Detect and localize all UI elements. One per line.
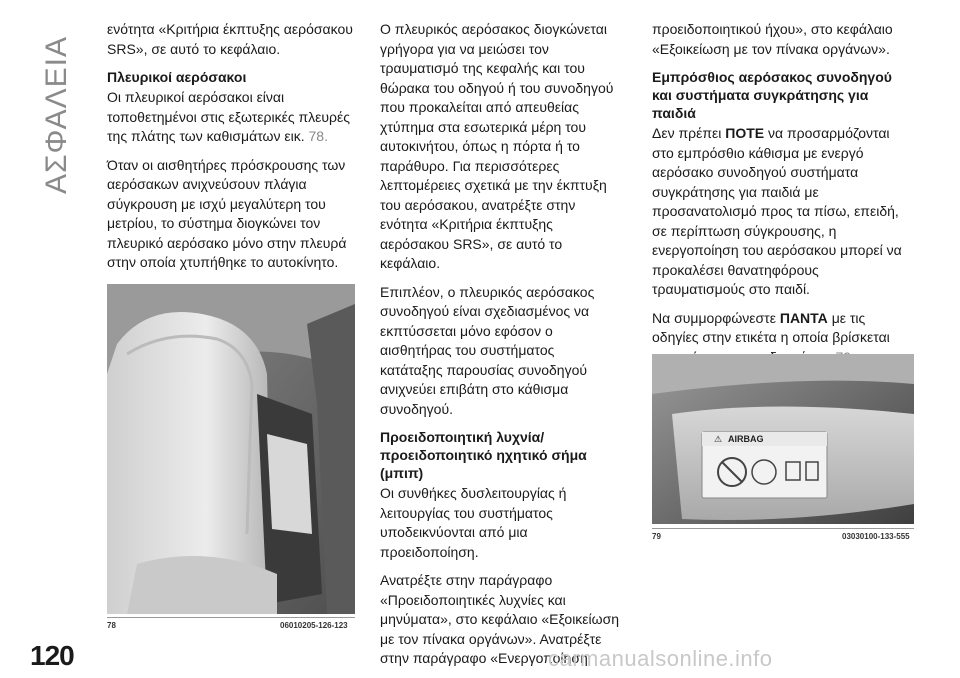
airbag-label: AIRBAG — [728, 434, 764, 444]
figure-reference[interactable]: 78. — [308, 128, 328, 144]
paragraph: Δεν πρέπει ΠΟΤΕ να προσαρμόζονται στο εμπρόσθιο κάθισμα με ενεργό αερόσακο συνοδηγού συστήματα συγκράτησης για παιδιά με προσανατολισμό προς τα πίσω, επειδή, σε περίπτωση σύγκρουσης, η ενεργοποίηση του αερόσακου μπορεί να προκαλέσει θανατηφόρους τραυματισμούς στο παιδί. — [652, 125, 902, 297]
paragraph: Όταν οι αισθητήρες πρόσκρουσης των αερόσακων ανιχνεύσουν πλάγια σύγκρουση με ισχύ μεγαλύτερη του μετρίου, το σύστημα διογκώνει τον πλευρικό αερόσακο μόνο στην πλευρά στην οποία χτυπήθηκε το αυτοκίνητο. — [107, 156, 347, 270]
visor-illustration — [652, 354, 914, 524]
figure-79-visor-label — [652, 354, 914, 524]
paragraph: Ο πλευρικός αερόσακος διογκώνεται γρήγορα για να μειώσει τον τραυματισμό της κεφαλής και του θώρακα του οδηγού ή του συνοδηγού που προκαλείται από απευθείας χτύπημα στα εσωτερικά μέρη του αυτοκινήτου, όπως η πόρτα ή το παράθυρο. Για περισσότερες λεπτομέρειες σχετικά με την έκπτυξη του αερόσακου, ανατρέξτε στην ενότητα «Κριτήρια έκπτυξης αερόσακου SRS», σε αυτό το κεφάλαιο. — [380, 21, 614, 271]
watermark: carmanualsonline.info — [548, 646, 773, 671]
figure-code: 06010205-126-123 — [280, 621, 348, 630]
paragraph: Οι πλευρικοί αερόσακοι είναι τοποθετημένοι στις εξωτερικές πλευρές της πλάτης των καθισμάτων εικ. 78. — [107, 89, 350, 144]
figure-number: 78 — [107, 621, 116, 630]
paragraph: ενότητα «Κριτήρια έκπτυξης αερόσακου SRS», σε αυτό το κεφάλαιο. — [107, 21, 353, 57]
figure-78-seat — [107, 284, 355, 614]
heading-warning-light: Προειδοποιητική λυχνία/ προειδοποιητικό ηχητικό σήμα (μπιπ) — [380, 429, 587, 481]
figure-number: 79 — [652, 532, 661, 541]
column-1 — [107, 20, 355, 282]
section-title: ΑΣΦΑΛΕΙΑ — [40, 35, 73, 195]
page-number: 120 — [30, 640, 74, 671]
column-2 — [380, 20, 620, 678]
paragraph: Ανατρέξτε στην παράγραφο «Προειδοποιητικές λυχνίες και μηνύματα», στο κεφάλαιο «Εξοικείωση με τον πίνακα οργάνων». Ανατρέξτε στην παράγραφο «Ενεργοποίηση — [380, 572, 620, 666]
figure-code: 03030100-133-555 — [842, 532, 910, 541]
heading-side-airbags: Πλευρικοί αερόσακοι — [107, 69, 247, 85]
paragraph: προειδοποιητικού ήχου», στο κεφάλαιο «Εξοικείωση με τον πίνακα οργάνων». — [652, 21, 893, 57]
paragraph: Επιπλέον, ο πλευρικός αερόσακος συνοδηγού είναι σχεδιασμένος να εκπτύσσεται μόνο εφόσον ο αισθητήρας του συστήματος κατάταξης παρουσίας συνοδηγού ανιχνεύει επιβάτη στο κάθισμα συνοδηγού. — [380, 283, 595, 417]
paragraph: Οι συνθήκες δυσλειτουργίας ή λειτουργίας του συστήματος υποδεικνύονται από μια προειδοποίηση. — [380, 485, 567, 560]
caption-rule — [107, 617, 355, 618]
caption-rule — [652, 528, 914, 529]
heading-front-airbag-child: Εμπρόσθιος αερόσακος συνοδηγού και συστήματα συγκράτησης για παιδιά — [652, 69, 892, 121]
seat-illustration — [107, 284, 355, 614]
paragraph: Να συμμορφώνεστε ΠΑΝΤΑ με τις οδηγίες στην ετικέτα η οποία βρίσκεται — [652, 309, 914, 368]
warning-icon: ⚠ — [714, 434, 723, 444]
column-3 — [652, 20, 914, 376]
